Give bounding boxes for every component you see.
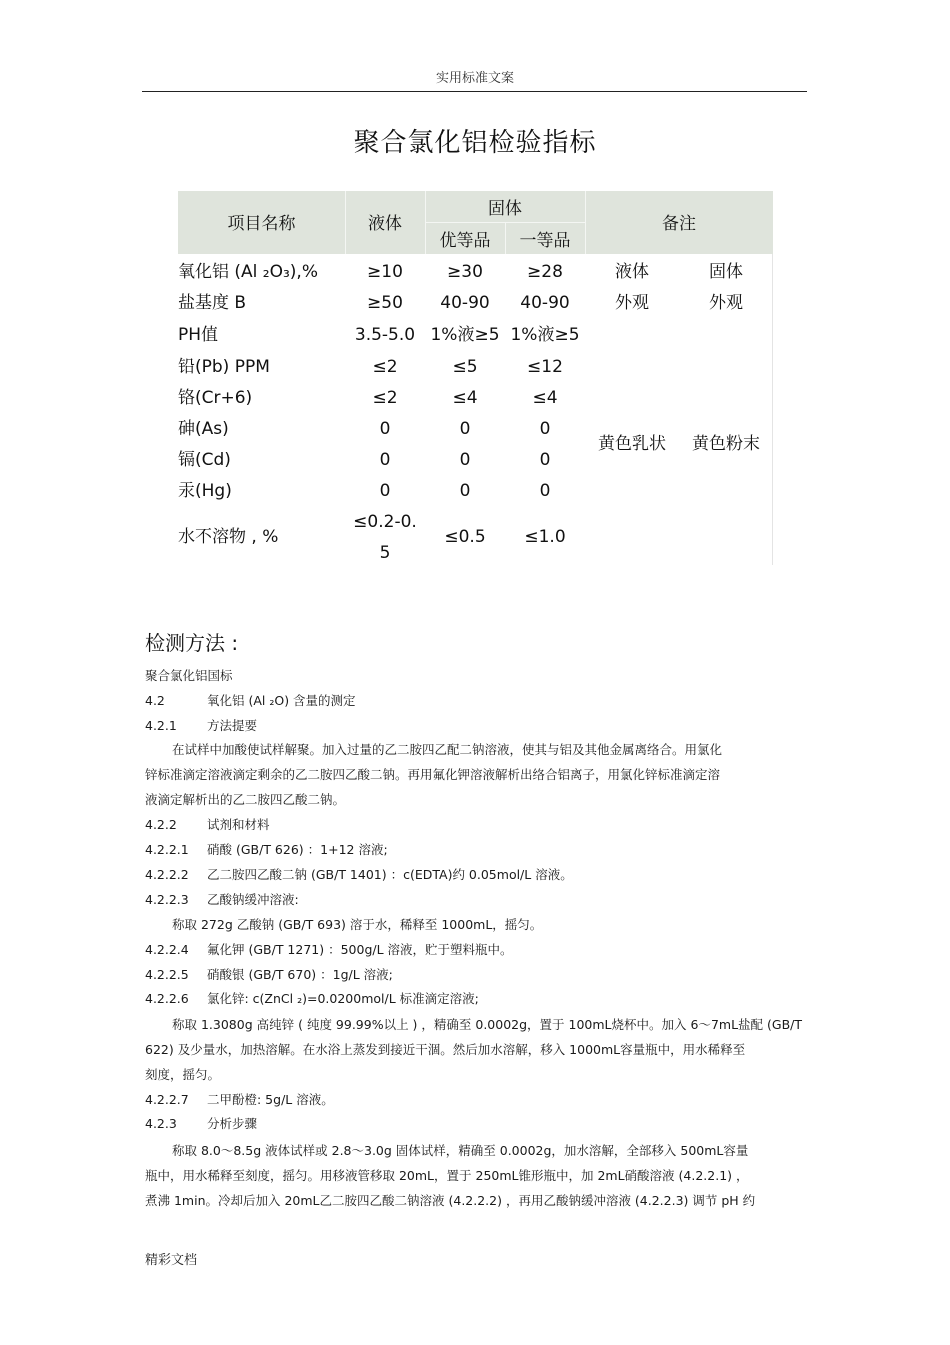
header-liquid: 液体	[368, 214, 402, 234]
text-line	[145, 990, 479, 1008]
line-text: 分析步骤	[207, 1116, 258, 1131]
text-line	[145, 692, 356, 710]
line-text: 氯化锌: c(ZnCl ₂)=0.0200mol/L 标准滴定溶液;	[207, 991, 479, 1006]
line-text: 二甲酚橙: 5g/L 溶液。	[207, 1092, 334, 1107]
line-text: 称取 8.0～8.5g 液体试样或 2.8～3.0g 固体试样，精确至 0.0002g，加水溶解，全部移入 500mL容量	[172, 1143, 749, 1158]
row-first: ≥28	[527, 262, 563, 282]
clause-number: 4.2	[145, 693, 165, 708]
clause-number: 4.2.2.6	[145, 991, 189, 1006]
remarks-liquid-appearance: 外观	[615, 293, 649, 313]
line-text: 硝酸 (GB/T 626) ：1+12 溶液;	[207, 842, 388, 857]
line-text: 氟化钾 (GB/T 1271) ：500g/L 溶液，贮于塑料瓶中。	[207, 942, 513, 957]
line-text: 煮沸 1min。冷却后加入 20mL乙二胺四乙酸二钠溶液 (4.2.2.2) ，再用乙酸钠缓冲溶液 (4.2.2.3) 调节 pH 约	[145, 1193, 756, 1208]
line-text: 液滴定解析出的乙二胺四乙酸二钠。	[145, 792, 346, 807]
row-superior: 1%液≥5	[430, 325, 500, 345]
row-superior: ≥30	[447, 262, 483, 282]
text-line	[145, 1091, 334, 1109]
row-liquid: 0	[379, 481, 391, 501]
row-name: 水不溶物 , %	[178, 527, 279, 547]
text-line	[145, 866, 573, 884]
row-liquid: ≥10	[367, 262, 403, 282]
row-name: 盐基度 B	[178, 293, 247, 313]
line-text: 刻度，摇匀。	[145, 1067, 221, 1082]
row-name: 铬(Cr+6)	[178, 388, 253, 408]
clause-number: 4.2.2.5	[145, 967, 189, 982]
clause-number: 4.2.3	[145, 1116, 177, 1131]
row-liquid-continued: 5	[379, 543, 391, 563]
text-line	[145, 841, 388, 859]
header-item-name: 项目名称	[227, 214, 296, 234]
remarks-liquid-label: 液体	[615, 262, 649, 282]
line-text: 氧化铝 (Al ₂O) 含量的测定	[207, 693, 356, 708]
row-superior: ≤5	[452, 357, 478, 377]
header-superior: 优等品	[439, 231, 491, 251]
line-text: 在试样中加酸使试样解聚。加入过量的乙二胺四乙配二钠溶液，使其与铝及其他金属离络合。用氯化	[172, 742, 723, 757]
text-line	[145, 1066, 220, 1084]
text-line	[145, 891, 299, 909]
text-line	[145, 717, 257, 735]
clause-number: 4.2.2.4	[145, 942, 189, 957]
row-name: PH值	[178, 325, 219, 345]
row-name: 汞(Hg)	[178, 481, 232, 501]
header-divider	[425, 222, 585, 223]
line-text: 称取 272g 乙酸钠 (GB/T 693) 溶于水，稀释至 1000mL，摇匀。	[172, 917, 543, 932]
row-name: 铅(Pb) PPM	[178, 357, 270, 377]
text-line	[172, 1016, 802, 1034]
line-text: 称取 1.3080g 高纯锌 ( 纯度 99.99%以上 ) ，精确至 0.0002g，置于 100mL烧杯中。加入 6～7mL盐配 (GB/T	[172, 1017, 802, 1032]
row-liquid: ≤2	[372, 357, 398, 377]
text-line	[145, 667, 233, 685]
header-remarks: 备注	[662, 214, 696, 234]
spec-table	[178, 191, 773, 565]
clause-number: 4.2.1	[145, 718, 177, 733]
text-line	[145, 941, 513, 959]
row-first: ≤4	[532, 388, 558, 408]
text-line	[145, 1115, 257, 1133]
text-line	[145, 816, 270, 834]
row-name: 砷(As)	[178, 419, 229, 439]
text-line	[145, 1041, 745, 1059]
row-first: 0	[539, 481, 551, 501]
row-liquid: 3.5-5.0	[354, 325, 416, 345]
row-superior: 0	[459, 419, 471, 439]
row-first: 0	[539, 450, 551, 470]
clause-number: 4.2.2.2	[145, 867, 189, 882]
text-line	[145, 1192, 755, 1210]
line-text: 乙酸钠缓冲溶液:	[207, 892, 299, 907]
row-first: ≤12	[527, 357, 563, 377]
clause-number: 4.2.2	[145, 817, 177, 832]
header-text: 实用标准文案	[435, 71, 514, 86]
row-first: 40-90	[520, 293, 570, 313]
row-liquid: ≥50	[367, 293, 403, 313]
line-text: 方法提要	[207, 718, 258, 733]
row-liquid: ≤2	[372, 388, 398, 408]
row-first: ≤1.0	[524, 527, 566, 547]
row-name: 氧化铝 (Al ₂O₃),%	[178, 262, 318, 282]
header-rule	[142, 91, 807, 92]
text-line	[145, 766, 720, 784]
header-first-grade: 一等品	[519, 231, 571, 251]
text-line	[145, 791, 345, 809]
row-liquid: 0	[379, 450, 391, 470]
line-text: 乙二胺四乙酸二钠 (GB/T 1401) ：c(EDTA)约 0.05mol/L 溶液。	[207, 867, 573, 882]
remarks-solid-label: 固体	[709, 262, 743, 282]
row-superior: 0	[459, 450, 471, 470]
header-solid: 固体	[488, 199, 522, 219]
row-first: 0	[539, 419, 551, 439]
remarks-solid-appearance: 外观	[709, 293, 743, 313]
line-text: 硝酸银 (GB/T 670) ：1g/L 溶液;	[207, 967, 393, 982]
document-title: 聚合氯化铝检验指标	[353, 128, 597, 158]
row-liquid: 0	[379, 419, 391, 439]
row-superior: ≤4	[452, 388, 478, 408]
row-superior: 40-90	[440, 293, 490, 313]
text-line	[172, 1142, 748, 1160]
text-line	[172, 916, 542, 934]
row-superior: 0	[459, 481, 471, 501]
text-line	[145, 966, 393, 984]
text-line	[172, 741, 722, 759]
clause-number: 4.2.2.7	[145, 1092, 189, 1107]
row-first: 1%液≥5	[510, 325, 580, 345]
page-footer: 精彩文档	[145, 1253, 198, 1268]
line-text: 锌标准滴定溶液滴定剩余的乙二胺四乙酸二钠。再用氟化钾溶液解析出络合铝离子，用氯化锌标准滴定溶	[145, 767, 721, 782]
line-text: 聚合氯化铝国标	[145, 668, 233, 683]
remarks-solid-value: 黄色粉末	[692, 434, 760, 454]
line-text: 瓶中，用水稀释至刻度，摇匀。用移液管移取 20mL，置于 250mL锥形瓶中，加 2mL硝酸溶液 (4.2.2.1) ，	[145, 1168, 749, 1183]
line-text: 试剂和材料	[207, 817, 270, 832]
clause-number: 4.2.2.3	[145, 892, 189, 907]
line-text: 622) 及少量水，加热溶解。在水浴上蒸发到接近干涸。然后加水溶解，移入 1000mL容量瓶中，用水稀释至	[145, 1042, 746, 1057]
remarks-liquid-value: 黄色乳状	[598, 434, 666, 454]
clause-number: 4.2.2.1	[145, 842, 189, 857]
text-line	[145, 1167, 749, 1185]
section-title: 检测方法 :	[145, 631, 239, 655]
row-superior: ≤0.5	[444, 527, 486, 547]
row-liquid: ≤0.2-0.	[353, 512, 417, 532]
row-name: 镉(Cd)	[178, 450, 231, 470]
